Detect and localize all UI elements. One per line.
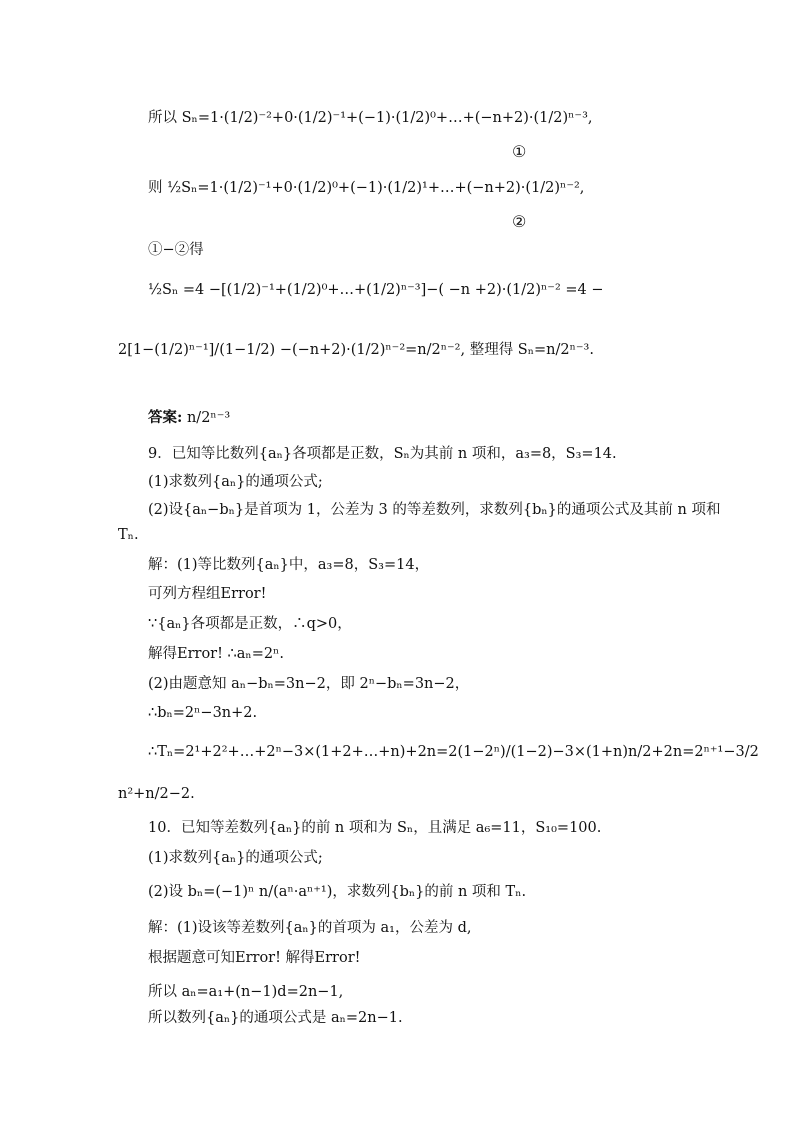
line-sn-simplified: 2[1−(1/2)ⁿ⁻¹]/(1−1/2) −(−n+2)·(1/2)ⁿ⁻²=n/2ⁿ⁻², 整理得 Sₙ=n/2ⁿ⁻³.: [118, 342, 594, 358]
solution-10-line-2: 根据题意可知Error! 解得Error!: [148, 950, 361, 966]
line-sn-expansion: 所以 Sₙ=1·(1/2)⁻²+0·(1/2)⁻¹+(−1)·(1/2)⁰+…+(−n+2)·(1/2)ⁿ⁻³,: [148, 110, 593, 126]
answer-line: [148, 408, 230, 428]
line-half-sn-result: ½Sₙ =4 −[(1/2)⁻¹+(1/2)⁰+…+(1/2)ⁿ⁻³]−( −n +2)·(1/2)ⁿ⁻² =4 −: [148, 282, 604, 298]
answer-label: 答案:: [148, 409, 183, 426]
question-9: 9．已知等比数列{aₙ}各项都是正数，Sₙ为其前 n 项和，a₃=8，S₃=14.: [148, 446, 617, 462]
question-9-part-2: (2)设{aₙ−bₙ}是首项为 1，公差为 3 的等差数列，求数列{bₙ}的通项公式及其前 n 项和: [148, 502, 721, 518]
question-9-part-1: (1)求数列{aₙ}的通项公式;: [148, 474, 323, 490]
line-subtract: ①−②得: [148, 242, 204, 258]
question-10-part-2: (2)设 bₙ=(−1)ⁿ n/(aⁿ·aⁿ⁺¹)，求数列{bₙ}的前 n 项和 Tₙ.: [148, 884, 527, 900]
equation-marker-1: ①: [512, 142, 527, 161]
question-9-part-2-cont: Tₙ.: [118, 527, 139, 543]
solution-9-line-3: ∵{aₙ}各项都是正数，∴q>0，: [148, 616, 352, 632]
solution-10-line-3: 所以 aₙ=a₁+(n−1)d=2n−1,: [148, 984, 344, 1000]
solution-9-line-6: ∴bₙ=2ⁿ−3n+2.: [148, 705, 258, 721]
question-10-part-1: (1)求数列{aₙ}的通项公式;: [148, 850, 323, 866]
solution-9-line-5: (2)由题意知 aₙ−bₙ=3n−2，即 2ⁿ−bₙ=3n−2，: [148, 676, 470, 692]
equation-marker-2: ②: [512, 212, 527, 231]
solution-9-line-1: 解：(1)等比数列{aₙ}中，a₃=8，S₃=14，: [148, 557, 430, 573]
solution-9-tn-cont: n²+n/2−2.: [118, 786, 195, 802]
line-half-sn-expansion: 则 ½Sₙ=1·(1/2)⁻¹+0·(1/2)⁰+(−1)·(1/2)¹+…+(−n+2)·(1/2)ⁿ⁻²,: [148, 180, 585, 196]
question-10: 10．已知等差数列{aₙ}的前 n 项和为 Sₙ，且满足 a₆=11，S₁₀=100.: [148, 820, 602, 836]
solution-10-line-4: 所以数列{aₙ}的通项公式是 aₙ=2n−1.: [148, 1010, 403, 1026]
solution-9-line-4: 解得Error! ∴aₙ=2ⁿ.: [148, 646, 284, 662]
solution-9-line-2: 可列方程组Error!: [148, 586, 267, 602]
answer-value: n/2ⁿ⁻³: [186, 410, 231, 426]
solution-10-line-1: 解：(1)设该等差数列{aₙ}的首项为 a₁，公差为 d,: [148, 920, 472, 936]
solution-9-tn: ∴Tₙ=2¹+2²+…+2ⁿ−3×(1+2+…+n)+2n=2(1−2ⁿ)/(1−2)−3×(1+n)n/2+2n=2ⁿ⁺¹−3/2: [148, 744, 759, 760]
